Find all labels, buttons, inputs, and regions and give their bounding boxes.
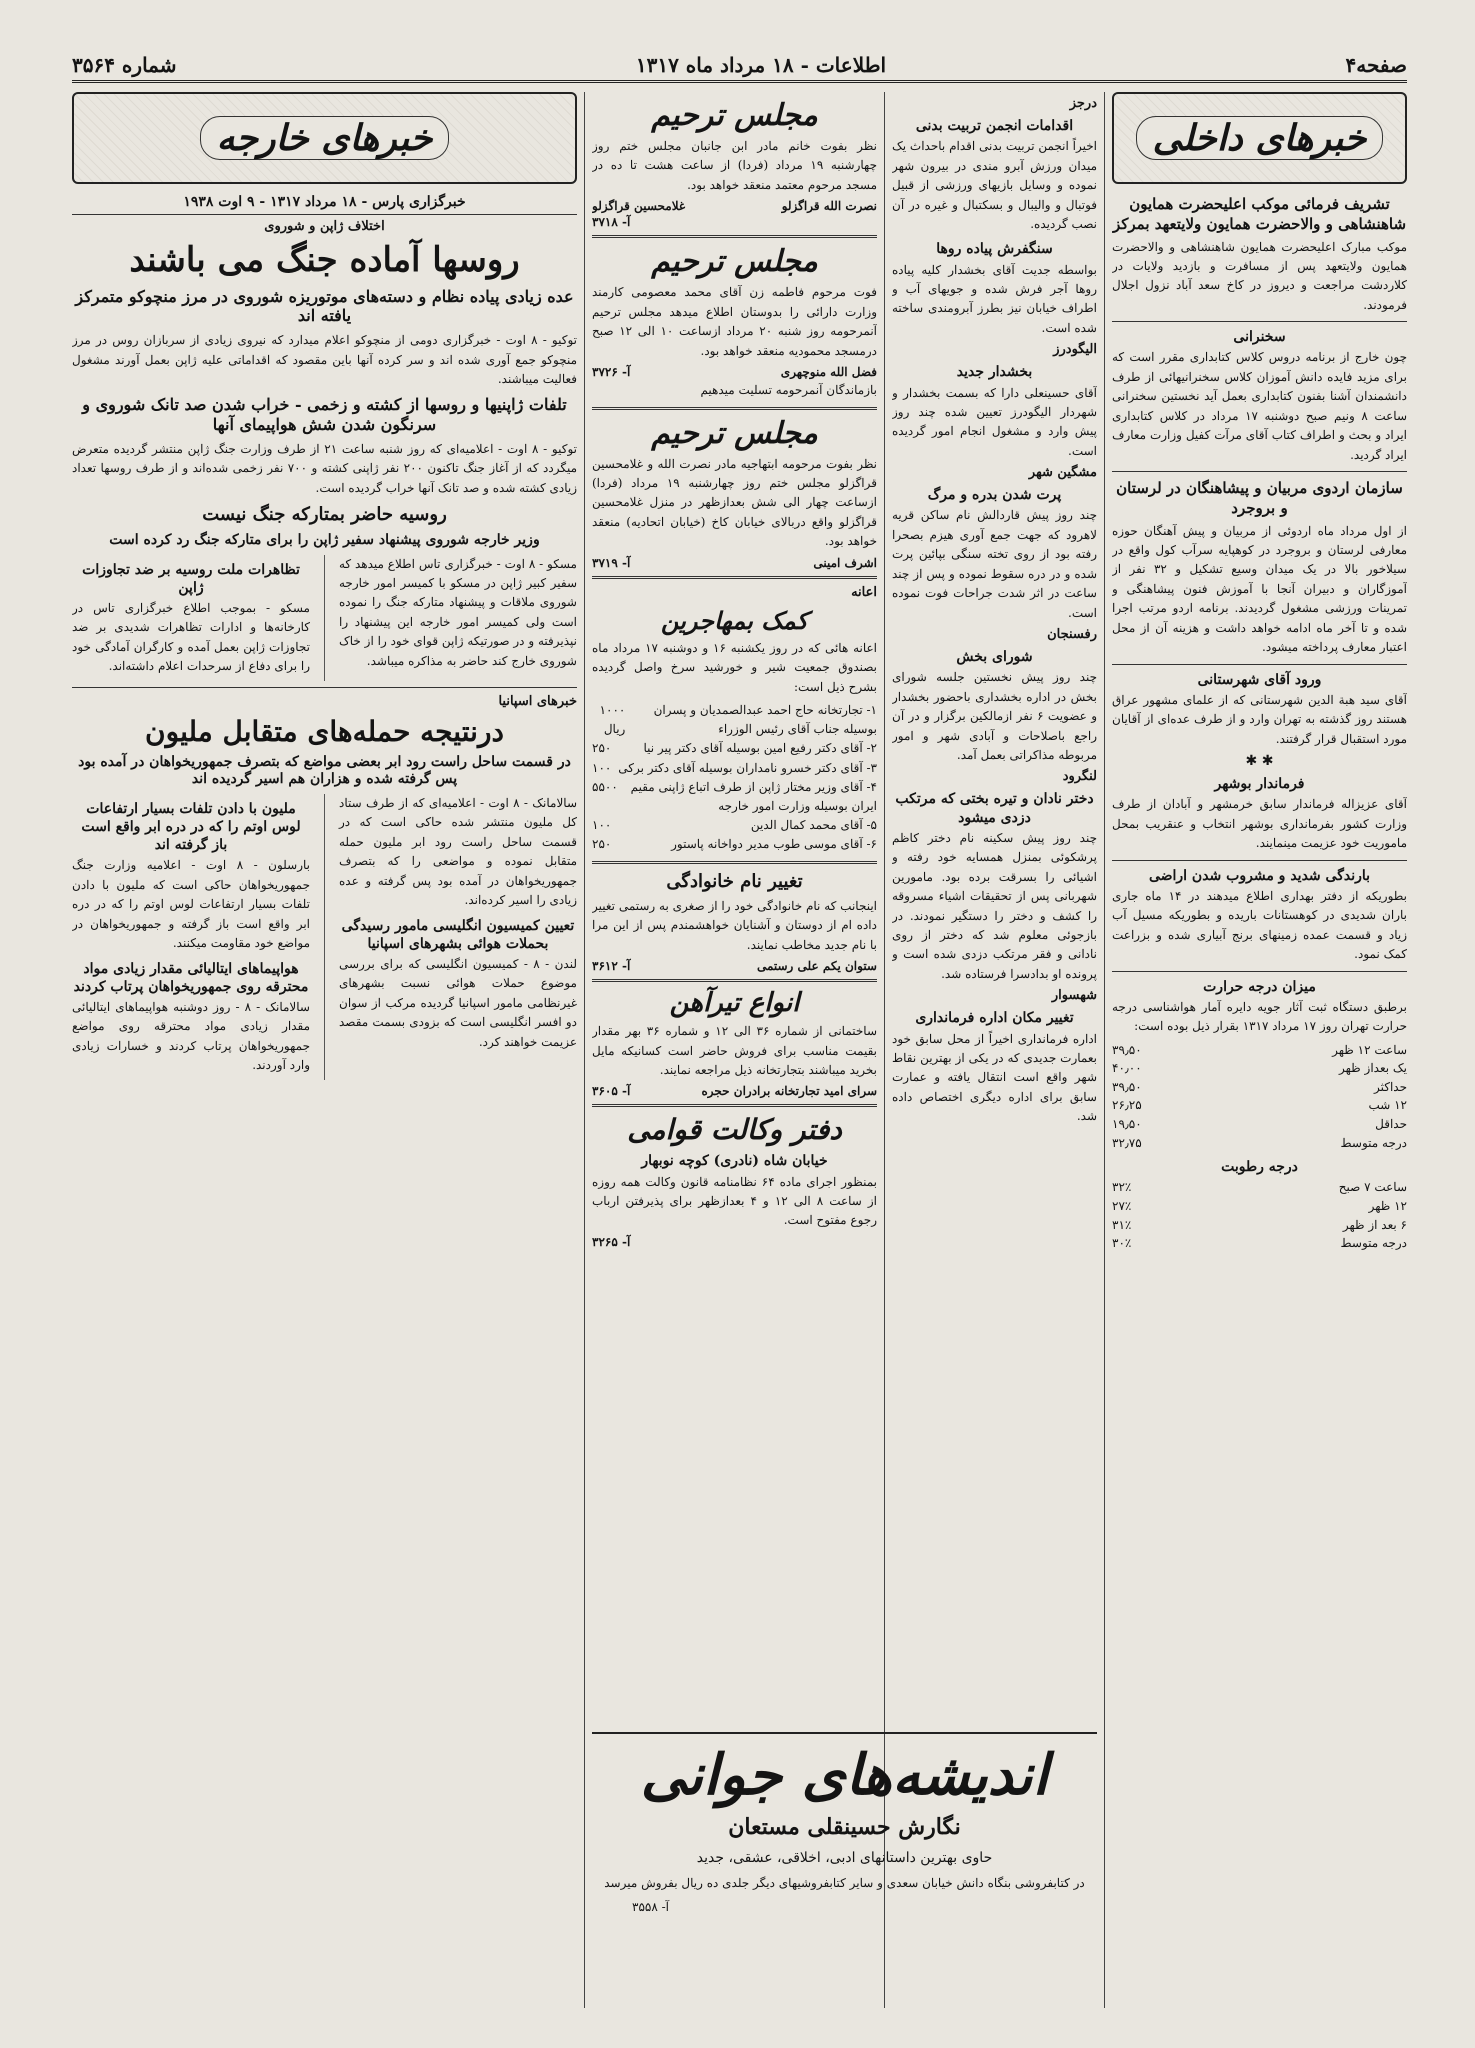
article-headline: شورای بخش xyxy=(956,649,1033,666)
donor-name: ۴- آقای وزیر مختار ژاپن از طرف اتباع ژاپنی مقیم ایران بوسیله وزارت امور خارجه xyxy=(630,779,877,813)
donor-name: ۱- تجارتخانه حاج احمد عبدالصمدیان و پسران بوسیله جناب آقای رئیس الوزراء xyxy=(653,703,877,737)
signature: نصرت الله قراگزلو xyxy=(781,199,877,214)
row-label: حداقل xyxy=(1375,1117,1407,1131)
book-title: اندیشه‌های جوانی xyxy=(640,1742,1049,1808)
book-advertisement xyxy=(592,1732,1097,2010)
ad-code: آ- ۳۷۱۹ xyxy=(592,555,631,570)
memorial-ad-note: بازماندگان آنمرحومه تسلیت میدهیم xyxy=(700,383,877,398)
row-value: ۱۹٫۵۰ xyxy=(1112,1117,1142,1131)
row-label: درجه متوسط xyxy=(1340,1135,1407,1150)
region-label: الیگودرز xyxy=(1053,342,1097,358)
domestic-banner-title: خبرهای داخلی xyxy=(1136,116,1384,160)
issue-number: شماره ۳۵۶۴ xyxy=(72,53,177,77)
divider xyxy=(592,979,877,982)
signature: غلامحسین قراگزلو xyxy=(592,199,686,214)
row-value: ۳۹٫۵۰ xyxy=(1112,1079,1142,1094)
article-headline: تظاهرات ملت روسیه بر ضد تجاوزات ژاپن xyxy=(82,561,300,596)
article-headline: ورود آقای شهرستانی xyxy=(1197,671,1322,688)
article-headline: تشریف فرمائی موکب اعلیحضرت همایون شاهنشاهی و والاحضرت همایون ولایتعهد بمرکز xyxy=(1112,195,1407,234)
notices-column xyxy=(592,92,877,2008)
text-column xyxy=(72,794,310,1080)
foreign-banner xyxy=(72,92,577,184)
two-column-block xyxy=(72,794,577,1080)
table-row xyxy=(592,739,877,758)
humidity-table xyxy=(1112,1178,1407,1252)
table-row xyxy=(1112,1078,1407,1097)
row-label: ۱۲ ظهر xyxy=(1368,1198,1407,1213)
donor-name: ۲- آقای دکتر رفیع امین بوسیله آقای دکتر پیر نیا xyxy=(643,741,877,756)
section-label: خبرهای اسپانیا xyxy=(498,693,577,709)
donation-amount: ۱۰۰ xyxy=(592,760,612,775)
divider xyxy=(72,687,577,688)
star-ornament-icon: ✱ ✱ xyxy=(1245,753,1274,770)
region-label: مشگین شهر xyxy=(1028,465,1097,481)
article-headline: سخنرانی xyxy=(1233,329,1286,346)
region-label: لنگرود xyxy=(1062,769,1097,785)
table-row xyxy=(1112,1216,1407,1235)
law-office-title: دفتر وکالت قوامی xyxy=(627,1113,842,1147)
divider xyxy=(1112,471,1407,472)
region-label: رفسنجان xyxy=(1047,627,1097,643)
region-label: درجز xyxy=(1069,96,1097,111)
name-change-body: اینجانب که نام خانوادگی خود را از صغری به رستمی تغییر داده ام از دوستان و آشنایان خواهشمندم پس از این مرا با نام جدید مخاطب نمایند. xyxy=(592,898,877,952)
domestic-news-column xyxy=(1112,92,1407,2008)
table-row xyxy=(1112,1234,1407,1253)
column-rule xyxy=(1104,92,1105,2008)
aid-title: کمک بمهاجرین xyxy=(660,605,809,635)
name-change-signature xyxy=(592,959,877,973)
row-value: ۳۱٪ xyxy=(1112,1217,1132,1232)
book-sale-info: در کتابفروشی بنگاه دانش خیابان سعدی و سایر کتابفروشیهای دیگر جلدی ده ریال بفروش میرسد xyxy=(604,1876,1085,1890)
row-value: ۳۲٪ xyxy=(1112,1180,1132,1195)
temperature-table xyxy=(1112,1041,1407,1153)
divider xyxy=(1112,860,1407,861)
article-body: چون خارج از برنامه دروس کلاس کتابداری مقرر است که برای مزید فایده دانش آموزان کلاس سخنرانیهائی از طرف دانشمندان آشنا بفنون کتابداری بعمل آید نخستین سخنرانی ساعت ۸ ونیم صبح دوشنبه ۱۷ مرداد در کلاس کتابداری ایراد و بحث و اطراف کتاب آقای مرآت کفیل وزارت معارف ایراد گردید. xyxy=(1112,350,1407,462)
row-value: ۳۰٪ xyxy=(1112,1236,1132,1251)
table-row xyxy=(1112,1041,1407,1060)
article-headline: سنگفرش پیاده روها xyxy=(936,241,1053,258)
donation-amount: ۲۵۰ xyxy=(592,741,612,756)
domestic-banner xyxy=(1112,92,1407,184)
ad-code: آ- ۳۲۶۵ xyxy=(592,1234,631,1249)
row-value: ۳۲٫۷۵ xyxy=(1112,1135,1142,1150)
column-rule xyxy=(584,92,585,2008)
article-headline: پرت شدن بدره و مرگ xyxy=(927,487,1062,504)
memorial-ad-title: مجلس ترحیم xyxy=(651,98,818,133)
ad-code-row xyxy=(592,1235,877,1249)
article-body: آقای حسینعلی دارا که بسمت بخشدار و شهردار الیگودرز تعیین شده چند روز پیش وارد و مشغول انجام امور گردیده است. xyxy=(892,385,1097,458)
row-label: یک بعداز ظهر xyxy=(1339,1061,1407,1076)
ad-code: آ- ۳۷۲۶ xyxy=(592,365,631,380)
text-column xyxy=(72,555,310,681)
row-label: ساعت ۱۲ ظهر xyxy=(1332,1042,1407,1057)
article-headline: ملیون با دادن تلفات بسیار ارتفاعات لوس اوتم را که در دره ابر واقع است باز گرفته اند xyxy=(81,800,301,854)
masthead-center: اطلاعات - ۱۸ مرداد ماه ۱۳۱۷ xyxy=(635,53,887,77)
donation-amount: ۱۰۰ xyxy=(592,818,612,833)
row-label: درجه متوسط xyxy=(1340,1236,1407,1251)
masthead xyxy=(72,50,1407,83)
section-label: اعانه xyxy=(851,584,877,600)
divider xyxy=(592,861,877,864)
table-row xyxy=(592,816,877,835)
article-body: لندن - ۸ - کمیسیون انگلیسی که برای بررسی موضوع حملات هوائی نسبت بشهرهای غیرنظامی مامور اسپانیا گردیده مرکب از سوان دو افسر انگلیسی است که بزودی بسمت مقصد عزیمت خواهند کرد. xyxy=(339,956,577,1049)
article-headline: اقدامات انجمن تربیت بدنی xyxy=(915,118,1074,134)
article-body: آقای عزیزاله فرماندار سابق خرمشهر و آبادان از طرف وزارت کشور بفرمانداری بوشهر انتخاب و عنقریب بمحل ماموریت خود عزیمت مینمایند. xyxy=(1112,797,1407,851)
donation-list xyxy=(592,701,877,855)
article-body: از اول مرداد ماه اردوئی از مربیان و پیش آهنگان حوزه معارفی لرستان و بروجرد در کوهپایه سرآب کول واقع در سیلاخور بالا در یک میدان وسیع تشکیل و ۳۲ نفر از آموزگاران و دبیران آنجا با آموزش فنون پیشاهنگی و تمرینات ورزشی مشغول گردیدند. برنامه اردو مرتب اجرا شده و تا آخر ماه ادامه خواهد داشت و هزینه آن از محل اعتبار معارف پرداخته میشود. xyxy=(1112,523,1407,655)
book-author: نگارش حسینقلی مستعان xyxy=(728,1814,961,1840)
article-body: اداره فرمانداری اخیراً از محل سابق خود بعمارت جدیدی که در یکی از بهترین نقاط شهر واقع است انتقال یافته و عمارت سابق برای اداره دیگری اختصاص داده شد. xyxy=(892,1031,1097,1124)
article-headline: بارندگی شدید و مشروب شدن اراضی xyxy=(1148,867,1371,884)
table-row xyxy=(1112,1096,1407,1115)
region-label: شهسوار xyxy=(1051,988,1097,1004)
foreign-banner-title: خبرهای خارجه xyxy=(200,116,450,160)
article-body: مسکو - ۸ اوت - خبرگزاری تاس اطلاع میدهد که سفیر کبیر ژاپن در مسکو با کمیسر امور خارجه شوروی ملاقات و پیشنهاد متارکه جنگ را نموده است ولی کمیسر امور خارجه این پیشنهاد را نپذیرفته و در صورتیکه ژاپن قوای خود را از خاک شوروی خارج کند حاضر به مذاکره میباشد. xyxy=(339,556,577,668)
article-body: چند روز پیش قاردالش نام ساکن قریه لاهرود که جهت جمع آوری هیزم بصحرا رفته بود از روی تخته سنگی بپائین پرت شده و در دره سقوط نموده و پس از چند ساعت در اثر شدت جراحات فوت نموده است. xyxy=(892,508,1097,620)
divider xyxy=(592,1104,877,1107)
column-rule xyxy=(884,92,885,2008)
ad-code: آ- ۳۷۱۸ xyxy=(592,215,631,230)
text-column xyxy=(339,794,577,1080)
article-body: توکیو - ۸ اوت - اعلامیه‌ای که روز شنبه ساعت ۲۱ از طرف وزارت جنگ ژاپن منتشر گردیده متعرض میگردد که از آغاز جنگ تاکنون ۲۰۰ نفر ژاپنی کشته و ۷۰۰ نفر زخمی شده‌اند و از طرف روسها تعداد زیادی کشته شده و صد تانک آنها خراب گردیده است. xyxy=(72,441,577,495)
memorial-ad-body: نظر بفوت خانم مادر ابن جانبان مجلس ختم روز چهارشنبه ۱۹ مرداد (فردا) از ساعت هشت تا ده در مسجد مرحوم معتمد منعقد خواهد بود. xyxy=(592,139,877,192)
signature: اشرف امینی xyxy=(813,555,877,570)
article-body: بواسطه جدیت آقای بخشدار کلیه پیاده روها آجر فرش شده و جویهای آب و اطراف خیابان نیز بطرز آبرومندی ساخته شده است. xyxy=(892,262,1097,335)
article-headline: بخشدار جدید xyxy=(956,364,1033,381)
ad-code: آ- ۳۶۰۵ xyxy=(592,1084,631,1099)
table-row xyxy=(592,759,877,778)
table-row xyxy=(1112,1115,1407,1134)
article-headline: تلفات ژاپنیها و روسها از کشته و زخمی - خراب شدن صد تانک شوروی و سرنگون شدن شش هواپیمای آنها xyxy=(82,395,567,434)
article-headline: روسیه حاضر بمتارکه جنگ نیست xyxy=(202,504,447,526)
row-value: ۳۹٫۵۰ xyxy=(1112,1042,1142,1057)
ad-code-row xyxy=(592,1900,1097,1914)
page-label: صفحه۴ xyxy=(1345,53,1407,77)
column-rule xyxy=(324,794,325,1080)
weather-headline: میزان درجه حرارت xyxy=(1203,978,1316,995)
signature: فضل الله منوچهری xyxy=(780,365,877,380)
row-label: ۶ بعد از ظهر xyxy=(1342,1217,1407,1232)
table-row xyxy=(1112,1178,1407,1197)
ad-code: آ- ۳۵۵۸ xyxy=(632,1900,669,1914)
book-description: حاوی بهترین داستانهای ادبی، اخلاقی، عشقی، جدید xyxy=(696,1850,993,1866)
article-body: آقای سید هبة الدین شهرستانی که از علمای مشهور عراق هستند روز گذشته به تهران وارد و از طرف عده‌ای از آقایان مورد استقبال قرار گرفتند. xyxy=(1112,692,1407,746)
article-body: موکب مبارک اعلیحضرت همایون شاهنشاهی و والاحضرت همایون ولایتعهد پس از مسافرت و بازدید ولایات در کلاردشت مراجعت و دیروز در کاخ سعد آباد نزول اجلال فرمودند. xyxy=(1112,239,1407,312)
row-label: ساعت ۷ صبح xyxy=(1338,1180,1407,1195)
article-body: مسکو - بموجب اطلاع خبرگزاری تاس در کارخانه‌ها و ادارات تظاهرات شدیدی بر ضد تجاوزات ژاپن بعمل آمده و کارگران آمادگی خود را برای دفاع از سرحدات اعلام داشته‌اند. xyxy=(72,600,310,674)
donor-name: ۵- آقای محمد کمال الدین xyxy=(750,818,877,833)
table-row xyxy=(592,701,877,739)
donation-amount: ۵۵۰۰ xyxy=(592,779,618,794)
memorial-ad-signatures xyxy=(592,365,877,379)
divider xyxy=(1112,664,1407,665)
article-body: چند روز پیش نخستین جلسه شورای بخش در اداره بخشداری باحضور بخشدار و عضویت ۶ نفر ازمالکین برگزار و در آن راجع باصلاحات و آبادی شهر و امور مربوطه مذاکراتی بعمل آمد. xyxy=(892,670,1097,762)
table-row xyxy=(592,835,877,854)
donation-amount: ۱۰۰۰ ریال xyxy=(599,703,626,737)
law-office-body: بمنظور اجرای ماده ۶۴ نظامنامه قانون وکالت همه روزه از ساعت ۸ الی ۱۲ و ۴ بعدازظهر برای پذیرفتن ارباب رجوع مفتوح است. xyxy=(592,1174,877,1228)
article-headline: تعیین کمیسیون انگلیسی مامور رسیدگی بحملات هوائی بشهرهای اسپانیا xyxy=(341,917,575,952)
article-body: بطوریکه از دفتر بهداری اطلاع میدهند در ۱۴ ماه جاری باران شدیدی در کوهستانات باریده و بطوریکه مسیل آب زیاد و قسمت عمده زمینهای برنج آبیاری شده و بزراعت کمک نمود. xyxy=(1112,888,1407,962)
divider xyxy=(592,235,877,238)
memorial-ad-body: نظر بفوت مرحومه ابتهاجیه مادر نصرت الله و غلامحسین قراگزلو مجلس ختم روز چهارشنبه ۱۹ مرداد (فردا) ازساعت چهار الی شش بعدازظهر در منزل غلامحسین قراگزلو واقع دربالای خیابان کاخ (خیابان اتحادیه) منعقد خواهد بود. xyxy=(592,456,877,549)
iron-ad-address xyxy=(592,1084,877,1098)
divider xyxy=(592,576,877,579)
divider xyxy=(1112,321,1407,322)
text-column xyxy=(339,555,577,681)
row-label: حداکثر xyxy=(1373,1079,1407,1094)
row-value: ۲۶٫۲۵ xyxy=(1112,1098,1142,1113)
dateline: خبرگزاری پارس - ۱۸ مرداد ۱۳۱۷ - ۹ اوت ۱۹۳۸ xyxy=(72,194,577,215)
table-row xyxy=(1112,1059,1407,1078)
ad-code-row xyxy=(592,215,877,229)
foreign-news-column xyxy=(72,92,577,1728)
humidity-headline: درجه رطوبت xyxy=(1221,1159,1298,1176)
memorial-ad-title: مجلس ترحیم xyxy=(651,244,818,280)
lead-headline: روسها آماده جنگ می باشند xyxy=(129,240,520,280)
article-headline: هواپیماهای ایتالیائی مقدار زیادی مواد محترقه روی جمهوریخواهان پرتاب کردند xyxy=(73,960,309,995)
lead-subheadline: عده زیادی پیاده نظام و دسته‌های موتوریزه شوروی در مرز منچوکو متمرکز یافته اند xyxy=(75,286,574,325)
row-value: ۴۰٫۰۰ xyxy=(1112,1061,1142,1076)
donor-name: ۳- آقای دکتر خسرو نامداران بوسیله آقای دکتر برکی xyxy=(618,760,877,775)
row-label: ۱۲ شب xyxy=(1368,1098,1407,1113)
name-change-title: تغییر نام خانوادگی xyxy=(666,870,803,892)
article-headline: فرماندار بوشهر xyxy=(1214,776,1305,793)
signature: ستوان یکم علی رستمی xyxy=(756,959,877,974)
ad-code: آ- ۳۶۱۲ xyxy=(592,959,631,974)
iron-ad-body: ساختمانی از شماره ۳۶ الی ۱۲ و شماره ۳۶ بهر مقدار بقیمت مناسب برای فروش حاضر است کسانیکه مایل بخرید میباشند بتجارتخانه ذیل مراجعه نمایند. xyxy=(592,1024,877,1077)
memorial-ad-signatures xyxy=(592,556,877,570)
article-body: توکیو - ۸ اوت - خبرگزاری دومی از منچوکو اعلام میدارد که نیروی زیادی از سربازان روس در مرز منچوکو جمع آوری شده اند و سر کرده آنها باین مقصود که اقداماتی علیه ژاپن بعمل آورند مشغول فعالیت میباشند. xyxy=(72,333,577,387)
article-body: اخیراً انجمن تربیت بدنی اقدام باحداث یک میدان ورزش آبرو مندی در بیرون شهر نموده و وسایل بازیهای ورزشی از قبیل فوتبال و والیبال و بسکتبال و غیره در آن نصب گردیده. xyxy=(892,139,1097,231)
article-subheadline: وزیر خارجه شوروی پیشنهاد سفیر ژاپن را برای متارکه جنگ رد کرده است xyxy=(109,531,540,548)
memorial-ad-body: فوت مرحوم فاطمه زن آقای محمد معصومی کارمند وزارت دارائی را بدوستان اطلاع میدهد مجلس ترحیم آنمرحومه روز شنبه ۲۰ مرداد ازساعت ۱۰ الی ۱۲ صبح درمسجد محمودیه منعقد خواهد بود. xyxy=(592,285,877,358)
address: سرای امید تجارتخانه برادران حجره xyxy=(701,1084,877,1099)
iron-ad-title: انواع تیرآهن xyxy=(669,988,800,1019)
memorial-ad-signatures xyxy=(592,199,877,213)
article-headline: تغییر مکان اداره فرمانداری xyxy=(915,1010,1074,1027)
column-rule xyxy=(324,555,325,681)
memorial-ad-title: مجلس ترحیم xyxy=(651,415,818,451)
table-row xyxy=(592,778,877,816)
table-row xyxy=(1112,1197,1407,1216)
divider xyxy=(592,407,877,410)
kicker: اختلاف ژاپن و شوروی xyxy=(264,219,385,234)
divider xyxy=(1112,971,1407,972)
spain-subheadline: در قسمت ساحل راست رود ابر بعضی مواضع که بتصرف جمهوریخواهان در آمده بود پس گرفته شده و هزاران هم اسیر گردیده اند xyxy=(78,754,571,788)
table-row xyxy=(1112,1134,1407,1153)
article-body: سالامانک - ۸ - روز دوشنبه هواپیماهای ایتالیائی مقدار زیادی مواد محترقه روی مواضع جمهوریخواهان پرتاب کردند و خسارات زیادی وارد آوردند. xyxy=(72,1000,310,1073)
aid-intro: اعانه هائی که در روز یکشنبه ۱۶ و دوشنبه ۱۷ مرداد ماه بصندوق جمعیت شیر و خورشید سرخ واصل گردیده بشرح ذیل است: xyxy=(592,640,877,694)
row-value: ۲۷٪ xyxy=(1112,1198,1132,1213)
provincial-news-column xyxy=(892,92,1097,2008)
donor-name: ۶- آقای موسی طوب مدیر دواخانه پاستور xyxy=(671,837,877,852)
donation-amount: ۲۵۰ xyxy=(592,837,612,852)
law-office-address: خیابان شاه (نادری) کوچه نوبهار xyxy=(641,1153,828,1170)
article-headline: سازمان اردوی مربیان و پیشاهنگان در لرستان و بروجرد xyxy=(1116,479,1403,518)
two-column-block xyxy=(72,555,577,681)
article-body: چند روز پیش سکینه نام دختر کاظم پرشکوئی بمنزل همسایه خود رفته و اشیائی را بسرقت برده بود. مامورین شهربانی پس از تحقیقات اشیاء مسروقه را کشف و دختر را دستگیر نمودند. در بازجوئی معلوم شد که دختر از روی نادانی و فقر مرتکب دزدی شده است و پرونده او بدادسرا فرستاده شد. xyxy=(892,830,1097,981)
article-headline: دختر نادان و تیره بختی که مرتکب دزدی میشود xyxy=(895,791,1094,826)
article-body: سالامانک - ۸ اوت - اعلامیه‌ای که از طرف ستاد کل ملیون منتشر شده حاکی است که در قسمت ساحل راست رود ابر ملیون حمله متقابل نموده و مواضعی را که بتصرف جمهوریخواهان در آمده بود پس گرفته و عده زیادی را اسیر کرده‌اند. xyxy=(339,795,577,908)
weather-intro: برطبق دستگاه ثبت آثار جویه دایره آمار هواشناسی درجه حرارت تهران روز ۱۷ مرداد ۱۳۱۷ بقرار ذیل بوده است: xyxy=(1112,999,1407,1034)
spain-headline: درنتیجه حمله‌های متقابل ملیون xyxy=(145,714,504,748)
article-body: بارسلون - ۸ اوت - اعلامیه وزارت جنگ جمهوریخواهان حاکی است که ملیون با دادن تلفات بسیار ارتفاعات لوس اوتم را که در دره ابر واقع است باز گرفته و جمهوریخواهان در مواضع خود مقاومت میکنند. xyxy=(72,858,311,951)
